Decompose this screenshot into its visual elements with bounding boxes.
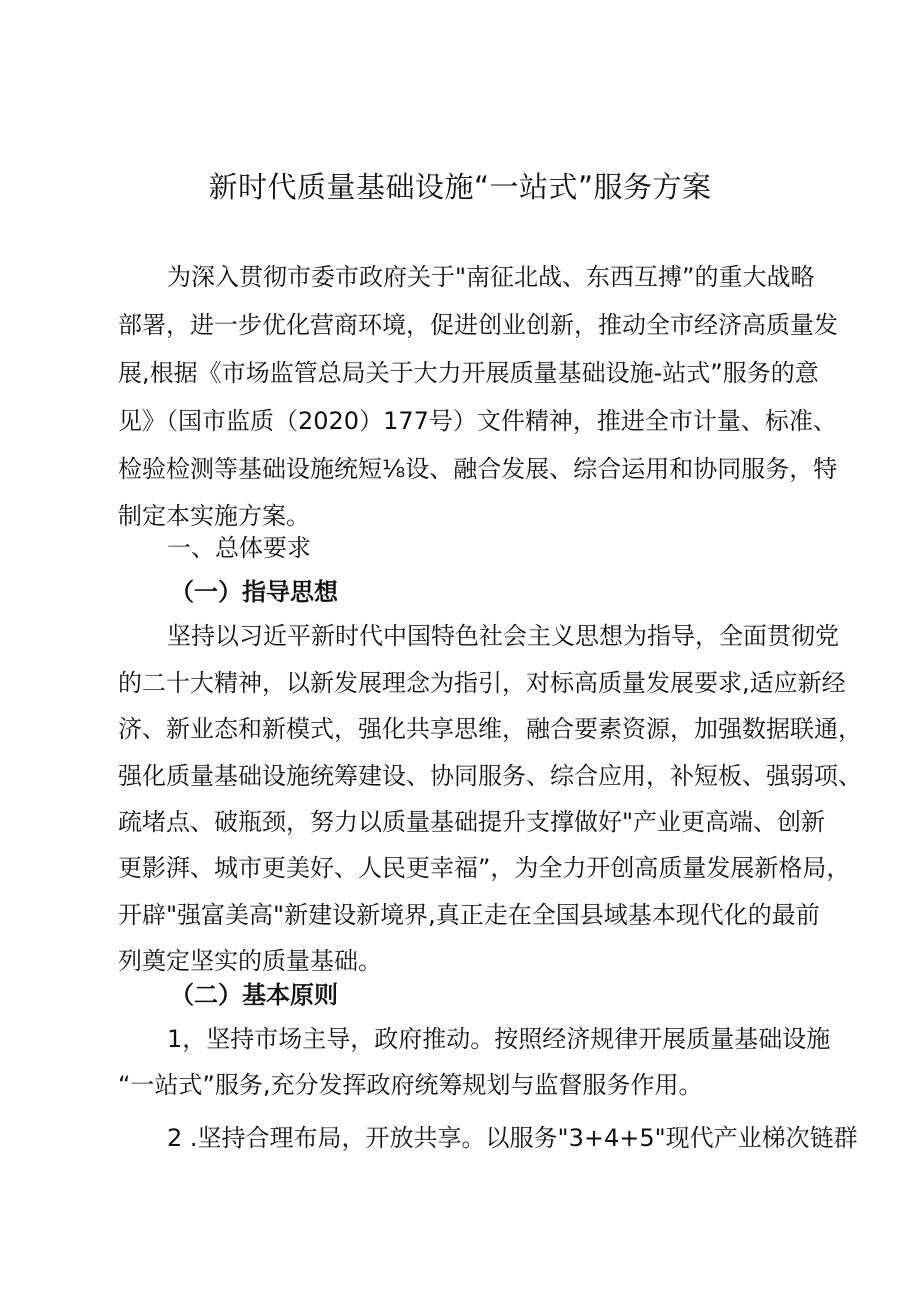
intro-line-text: 检验检测等基础设施统短⅛设、融合发展、综合运用和协同服务，特 [118,455,838,483]
body-line [0,710,920,748]
body-line [0,896,920,934]
body-line [0,1119,920,1157]
intro-line [0,258,920,296]
body-line-text: 列奠定坚实的质量基础。 [118,947,382,975]
body-line-text: 济、新业态和新模式，强化共享思维，融合要素资源，加强数据联通， [118,715,862,743]
intro-line [0,450,920,488]
body-line-text: 坚持以习近平新时代中国特色社会主义思想为指导，全面贯彻党 [167,622,839,650]
intro-line-text: 部署，进一步优化营商环境，促进创业创新，推动全市经济高质量发 [118,311,838,339]
document-title: 新时代质量基础设施“一站式”服务方案 [208,170,712,204]
body-line-text: 疏堵点、破瓶颈，努力以质量基础提升支撑做好"产业更高端、创新 [118,808,826,836]
body-line-text: 强化质量基础设施统筹建设、协同服务、综合应用，补短板、强弱项、 [118,762,862,790]
intro-line-text: 展,根据《市场监管总局关于大力开展质量基础设施-站式”服务的意 [118,359,819,387]
body-line [0,803,920,841]
body-line-text: “一站式”服务,充分发挥政府统筹规划与监督服务作用。 [118,1071,703,1099]
subsection-heading: （一）指导思想 [170,578,338,606]
body-line [0,617,920,655]
intro-line [0,497,920,535]
intro-line [0,306,920,344]
body-line-text: 更影湃、城市更美好、人民更幸福”，为全力开创高质量发展新格局， [118,854,851,882]
body-line-text: 1，坚持市场主导，政府推动。按照经济规律开展质量基础设施 [167,1025,831,1053]
intro-line [0,402,920,440]
body-line [0,1066,920,1104]
body-line [0,1020,920,1058]
body-line-text: 2 .坚持合理布局，开放共享。以服务"3+4+5"现代产业梯次链群 [167,1124,858,1152]
body-line-text: 开辟"强富美高"新建设新境界,真正走在全国县域基本现代化的最前 [118,901,820,929]
intro-line [0,354,920,392]
body-line [0,849,920,887]
body-line-text: 的二十大精神，以新发展理念为指引，对标高质量发展要求,适应新经 [118,669,846,697]
section-heading: 一、总体要求 [167,534,311,562]
body-line [0,942,920,980]
body-line [0,757,920,795]
intro-line-text: 见》（国市监质（2020）177号）文件精神，推进全市计量、标准、 [118,407,837,435]
intro-line-text: 制定本实施方案。 [118,502,310,530]
intro-line-text: 为深入贯彻市委市政府关于"南征北战、东西互搏”的重大战略 [167,263,815,291]
body-line [0,664,920,702]
subsection-heading: （二）基本原则 [170,981,338,1009]
